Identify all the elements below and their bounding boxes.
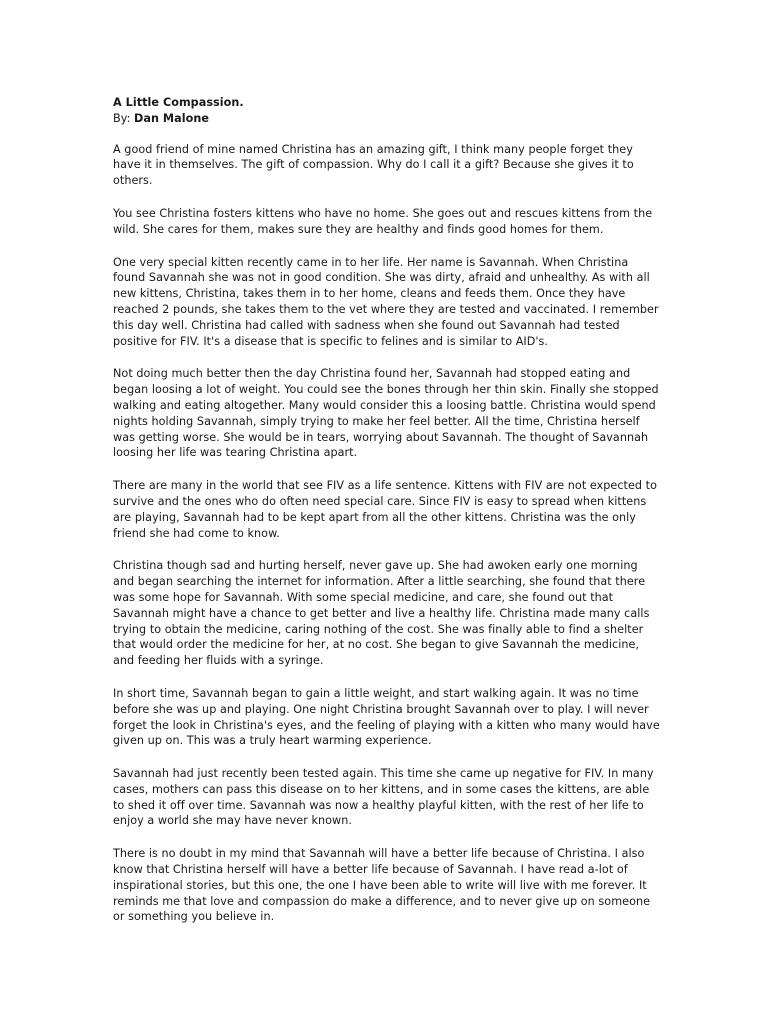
paragraph-9: There is no doubt in my mind that Savannah will have a better life because of Christina. I also know that Christina herself will have a better life because of Savannah. I have read a-lot of inspirational stories, but this one, the one I have been able to write will live with me forever. It reminds me that love and compassion do make a difference, and to never give up on someone or something you believe in. (113, 847, 651, 924)
byline-label: By: (113, 111, 131, 125)
document-page (113, 95, 661, 925)
byline (113, 111, 661, 127)
paragraph-8: Savannah had just recently been tested again. This time she came up negative for FIV. In many cases, mothers can pass this disease on to her kittens, and in some cases the kittens, are able to shed it off over time. Savannah was now a healthy playful kitten, with the rest of her life to enjoy a world she may have never known. (113, 767, 654, 828)
document-title: A Little Compassion. (113, 96, 244, 109)
paragraph-4: Not doing much better then the day Christina found her, Savannah had stopped eating and began loosing a lot of weight. You could see the bones through her thin skin. Finally she stopped walking and eating altogether. Many would consider this a loosing battle. Christina would spend nights holding Savannah, simply trying to make her feel better. All the time, Christina herself was getting worse. She would be in tears, worrying about Savannah. The thought of Savannah loosing her life was tearing Christina apart. (113, 367, 659, 460)
paragraph-7: In short time, Savannah began to gain a little weight, and start walking again. It was no time before she was up and playing. One night Christina brought Savannah over to play. I will never forget the look in Christina's eyes, and the feeling of playing with a kitten who many would have given up on. This was a truly heart warming experience. (113, 686, 660, 748)
author-name: Dan Malone (134, 111, 209, 125)
paragraph-3: One very special kitten recently came in to her life. Her name is Savannah. When Christina found Savannah she was not in good condition. She was dirty, afraid and unhealthy. As with all new kittens, Christina, takes them in to her home, cleans and feeds them. Once they have reached 2 pounds, she takes them to the vet where they are tested and vaccinated. I remember this day well. Christina had called with sadness when she found out Savannah had tested positive for FIV. It's a disease that is specific to felines and is similar to AID's. (113, 255, 659, 348)
paragraph-1: A good friend of mine named Christina has an amazing gift, I think many people forget they have it in themselves. The gift of compassion. Why do I call it a gift? Because she gives it to others. (113, 142, 634, 188)
paragraph-6: Christina though sad and hurting herself, never gave up. She had awoken early one morning and began searching the internet for information. After a little searching, she found that there was some hope for Savannah. With some special medicine, and care, she found out that Savannah might have a chance to get better and live a healthy life. Christina made many calls trying to obtain the medicine, caring nothing of the cost. She was finally able to find a shelter that would order the medicine for her, at no cost. She began to give Savannah the medicine, and feeding her fluids with a syringe. (113, 559, 650, 668)
paragraph-5: There are many in the world that see FIV as a life sentence. Kittens with FIV are not expected to survive and the ones who do often need special care. Since FIV is easy to spread when kittens are playing, Savannah had to be kept apart from all the other kittens. Christina was the only friend she had come to know. (113, 479, 658, 540)
paragraph-2: You see Christina fosters kittens who have no home. She goes out and rescues kittens from the wild. She cares for them, makes sure they are healthy and finds good homes for them. (113, 206, 653, 236)
